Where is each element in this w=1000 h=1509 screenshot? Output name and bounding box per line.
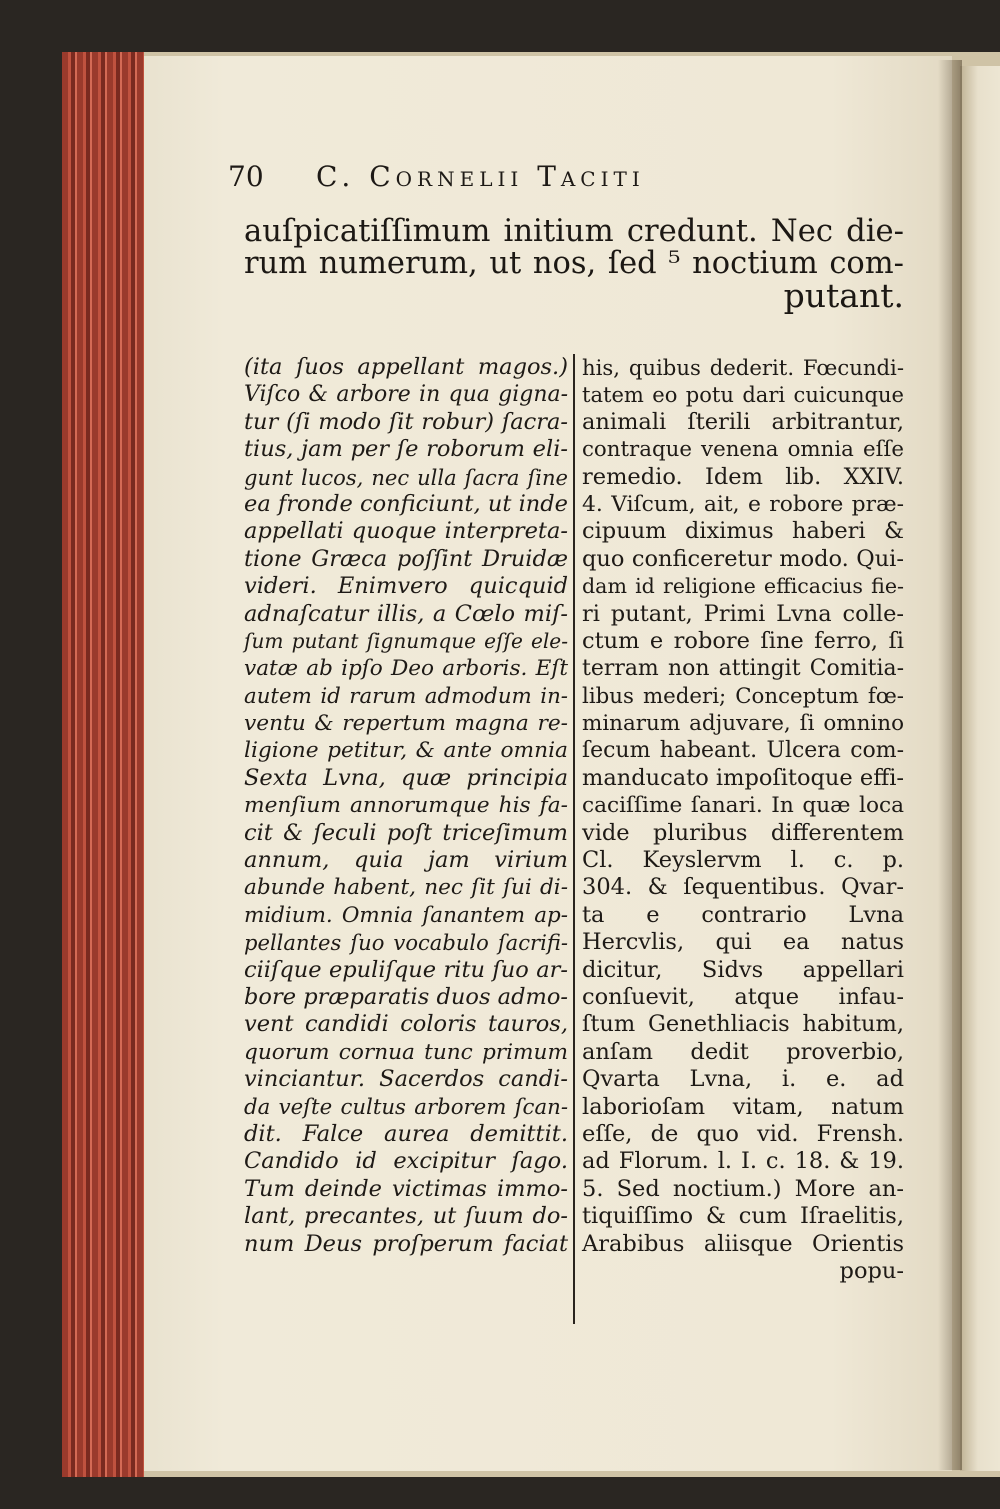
- gutter-shadow: [938, 60, 962, 1470]
- footnote-line: ta e contrario Lvna: [582, 901, 904, 928]
- footnote-line: dam id religione efficacius fie-: [582, 574, 904, 599]
- footnote-line: minarum adjuvare, ſi omnino: [582, 711, 904, 737]
- footnote-line: ad Florum. l. I. c. 18. & 19.: [582, 1148, 904, 1175]
- footnote-line: 304. & ſequentibus. Qvar-: [582, 874, 904, 901]
- footnote-line: 5. Sed noctium.) More an-: [582, 1175, 904, 1202]
- page-number: 70: [228, 160, 264, 193]
- footnote-line: (ita ſuos appellant magos.): [244, 354, 568, 380]
- footnote-line: ſecum habeant. Ulcera com-: [582, 738, 904, 764]
- main-text-line: rum numerum, ut nos, ſed ⁵ noctium com-: [244, 246, 904, 281]
- footnote-line: ligione petitur, & ante omnia: [244, 738, 568, 764]
- footnote-line: vide pluribus differentem: [582, 819, 904, 846]
- footnote-line: Viſco & arbore in qua gigna-: [244, 382, 568, 408]
- footnote-line: contraque venena omnia eſſe: [582, 437, 904, 463]
- footnote-line: vinciantur. Sacerdos candi-: [244, 1066, 568, 1093]
- footnote-line: his, quibus dederit. Fœcundi-: [582, 355, 904, 380]
- footnote-line: dit. Falce aurea demittit.: [244, 1120, 568, 1147]
- footnote-line: laborioſam vitam, natum: [582, 1093, 904, 1120]
- footnote-line: ventu & repertum magna re-: [244, 711, 568, 737]
- footnote-line: tur (ſi modo ſit robur) ſacra-: [244, 408, 568, 435]
- main-text-line: auſpicatiſſimum initium credunt. Nec die-: [244, 214, 904, 249]
- footnote-line: 4. Viſcum, ait, e robore præ-: [582, 491, 904, 517]
- footnote-column-left: [244, 354, 568, 1354]
- footnote-line: videri. Enimvero quicquid: [244, 573, 568, 600]
- page-edge: [62, 52, 144, 1477]
- footnote-line: conſuevit, atque infau-: [582, 983, 904, 1010]
- footnote-line: cipuum diximus haberi &: [582, 518, 904, 545]
- footnote-line: tius, jam per ſe roborum eli-: [244, 436, 568, 463]
- footnote-line: popu-: [839, 1257, 904, 1284]
- footnote-line: lant, precantes, ut ſuum do-: [244, 1203, 568, 1230]
- footnote-line: Hercvlis, qui ea natus: [582, 929, 904, 956]
- footnote-line: ctum e robore ſine ferro, ſi: [582, 627, 904, 654]
- footnote-line: animali ſterili arbitrantur,: [582, 408, 904, 435]
- footnote-line: tione Græca poſſint Druidæ: [244, 545, 568, 572]
- footnote-line: gunt lucos, nec ulla ſacra ſine: [244, 464, 568, 490]
- facing-page-edge: [960, 66, 1000, 1471]
- footnote-line: tatem eo potu dari cuicunque: [582, 382, 904, 408]
- footnote-line: abunde habent, nec ſit ſui di-: [244, 875, 568, 901]
- footnote-line: cit & ſeculi poſt triceſimum: [244, 819, 568, 846]
- footnote-line: num Deus proſperum faciat: [244, 1230, 568, 1257]
- footnote-line: manducato impoſitoque effi-: [582, 764, 904, 791]
- running-title: C. Cornelii Taciti: [316, 160, 645, 193]
- footnote-line: autem id rarum admodum in-: [244, 683, 568, 709]
- footnote-line: remedio. Idem lib. XXIV.: [582, 463, 904, 490]
- footnote-line: quo conficeretur modo. Qui-: [582, 545, 904, 572]
- footnote-line: Candido id excipitur ſago.: [244, 1148, 568, 1175]
- footnote-line: libus mederi; Conceptum fœ-: [582, 683, 904, 709]
- footnote-line: ſum putant ſignumque eſſe ele-: [244, 628, 568, 653]
- footnote-line: pellantes ſuo vocabulo ſacrifi-: [244, 930, 568, 956]
- footnote-line: caciſſime ſanari. In quæ loca: [582, 793, 904, 819]
- footnote-line: bore præparatis duos admo-: [244, 983, 568, 1010]
- footnote-line: dicitur, Sidvs appellari: [582, 956, 904, 983]
- footnote-line: anſam dedit proverbio,: [582, 1038, 904, 1065]
- footnote-line: terram non attingit Comitia-: [582, 656, 904, 682]
- footnote-column-right: [582, 354, 904, 1354]
- footnote-line: eſſe, de quo vid. Frensh.: [582, 1120, 904, 1147]
- footnote-line: appellati quoque interpreta-: [244, 518, 568, 545]
- main-text: [244, 214, 904, 315]
- main-text-line: putant.: [783, 276, 904, 315]
- footnote-line: vatæ ab ipſo Deo arboris. Eſt: [244, 656, 568, 682]
- footnote-line: vent candidi coloris tauros,: [244, 1011, 568, 1038]
- footnote-line: ſtum Genethliacis habitum,: [582, 1011, 904, 1038]
- footnote-line: da veſte cultus arborem ſcan-: [244, 1094, 568, 1120]
- footnote-line: adnaſcatur illis, a Cœlo miſ-: [244, 600, 568, 627]
- footnote-line: menſium annorumque his fa-: [244, 793, 568, 819]
- footnote-line: tiquiſſimo & cum Iſraelitis,: [582, 1203, 904, 1230]
- footnote-line: ea fronde conficiunt, ut inde: [244, 490, 568, 517]
- footnote-line: Arabibus aliisque Orientis: [582, 1230, 904, 1257]
- footnote-line: Qvarta Lvna, i. e. ad: [582, 1066, 904, 1093]
- column-rule: [573, 354, 575, 1324]
- footnote-line: midium. Omnia ſanantem ap-: [244, 902, 568, 928]
- footnote-line: ri putant, Primi Lvna colle-: [582, 600, 904, 627]
- footnote-line: Tum deinde victimas immo-: [244, 1175, 568, 1202]
- footnote-line: ciiſque epuliſque ritu ſuo ar-: [244, 956, 568, 983]
- footnote-line: annum, quia jam virium: [244, 847, 568, 874]
- footnote-line: quorum cornua tunc primum: [244, 1039, 568, 1065]
- footnote-line: Sexta Lvna, quæ principia: [244, 764, 568, 791]
- footnote-line: Cl. Keyslervm l. c. p.: [582, 847, 904, 874]
- running-head: [228, 160, 900, 200]
